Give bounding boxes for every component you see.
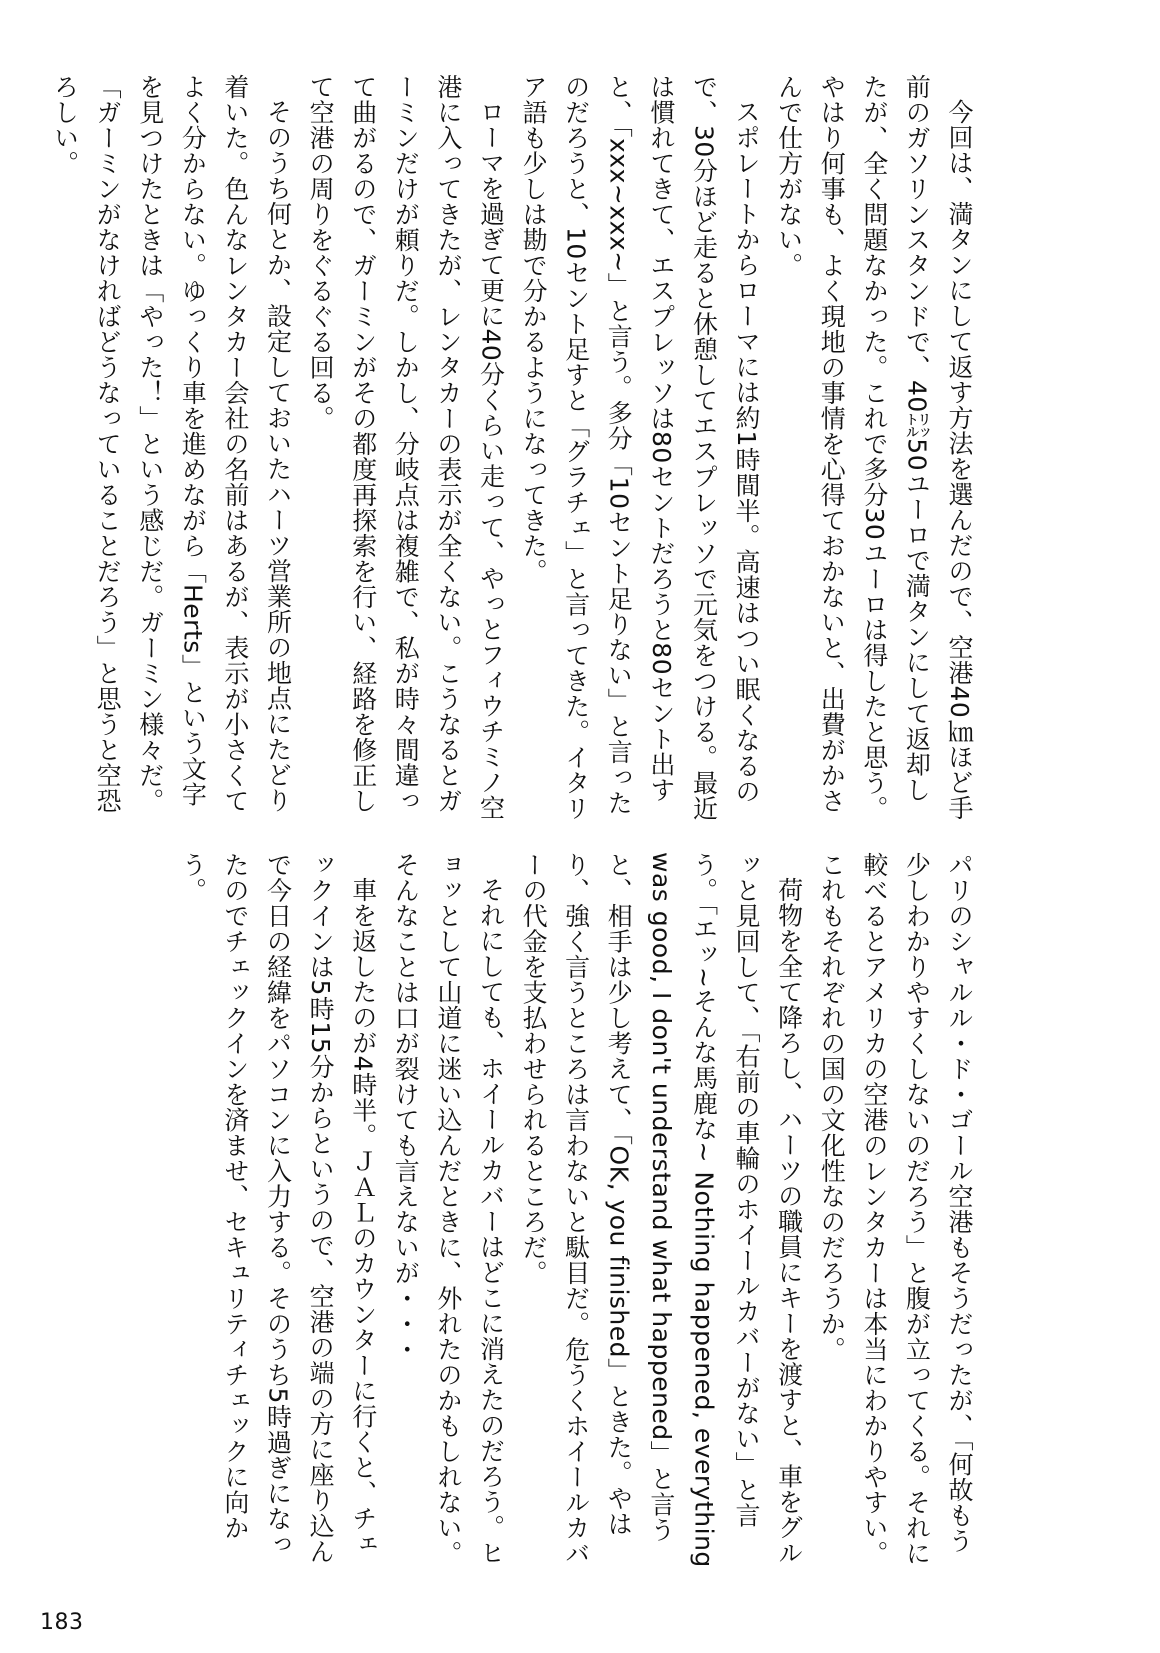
paragraph-mountain-road: それにしても、ホイールカバーはどこに消えたのだろう。ヒョッとして山道に迷い込んだときに、外れたのかもしれない。そんなことは口が裂けても言えないが・・・ (391, 852, 506, 1566)
paragraph-herts-office: そのうち何とか、設定しておいたハーツ営業所の地点にたどり着いた。色んなレンタカー会社の名前はあるが、表示が小さくてよく分からない。ゆっくり車を進めながら「Herts」という文字を見つけたときは「やった！」という感じだ。ガーミン様々だ。「ガーミンがなければどうなっていることだろう」と思うと空恐ろしい。 (50, 74, 293, 814)
lower-text-block (178, 852, 980, 1568)
paragraph-wheel-cover: 荷物を全て降ろし、ハーツの職員にキーを渡すと、車をグルッと見回して、「右前の車輪のホイールカバーがない」と言う。「エッ~そんな馬鹿な~ Nothing happened, everything was good, I don't understand what happened」と言うと、相手は少し考えて、「OK, you finished」ときた。やはり、強く言うところは言わないと駄目だ。危うくホイールカバーの代金を支払わせられるところだ。 (519, 852, 804, 1568)
paragraph-fuel-return: 今回は、満タンにして返す方法を選んだので、空港40㎞ほど手前のガソリンスタンドで、40㍑50ユーロで満タンにして返却したが、全く問題なかった。これで多分30ユーロは得したと思う。やはり何事も、よく現地の事情を心得ておかないと、出費がかさんで仕方がない。 (774, 74, 974, 821)
upper-text-block (50, 74, 980, 826)
paragraph-paris-airport: パリのシャルル・ド・ゴール空港もそうだったが、「何故もう少しわかりやすくしないのだろう」と腹が立ってくる。それに較べるとアメリカの空港のレンタカーは本当にわかりやすい。これもそれぞれの国の文化性なのだろうか。 (817, 852, 974, 1566)
paragraph-check-in: 車を返したのが4時半。ＪＡＬのカウンターに行くと、チェックインは5時15分からというので、空港の端の方に座り込んで今日の経緯をパソコンに入力する。そのうち5時過ぎになったのでチェックインを済ませ、セキュリティチェックに向かう。 (178, 852, 378, 1565)
page-number: 183 (40, 1610, 84, 1635)
paragraph-espresso: スポレートからローマには約1時間半。高速はつい眠くなるので、30分ほど走ると休憩してエスプレッソで元気をつける。最近は慣れてきて、エスプレッソは80セントだろうと80セント出すと、「xxx~xxx~」と言う。多分「10セント足りない」と言ったのだろうと、10セント足すと「グラチェ」と言ってきた。イタリア語も少しは勘で分かるようになってきた。 (519, 74, 762, 821)
paragraph-airport-approach: ローマを過ぎて更に40分くらい走って、やっとフィウチミノ空港に入ってきたが、レンタカーの表示が全くない。こうなるとガーミンだけが頼りだ。しかし、分岐点は複雑で、私が時々間違って曲がるので、ガーミンがその都度再探索を行い、経路を修正して空港の周りをぐるぐる回る。 (306, 74, 506, 821)
